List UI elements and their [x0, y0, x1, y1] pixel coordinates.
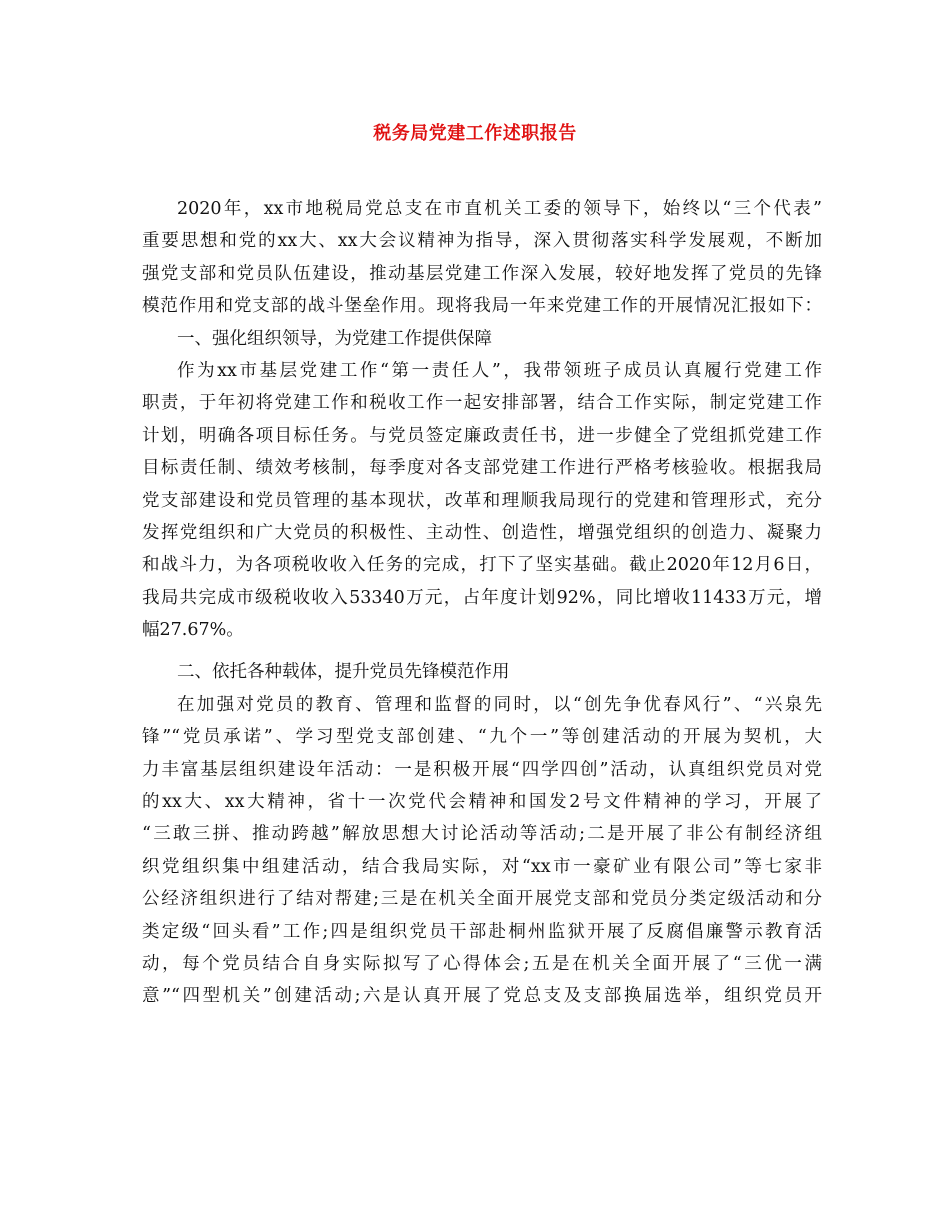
paragraph-line: 类定级“回头看”工作;四是组织党员干部赴桐州监狱开展了反腐倡廉警示教育活 — [142, 921, 822, 942]
paragraph-line: 目标责任制、绩效考核制，每季度对各支部党建工作进行严格考核验收。根据我局 — [142, 458, 822, 479]
paragraph-line: 和战斗力，为各项税收收入任务的完成，打下了坚实基础。截止2020年12月6日， — [142, 555, 822, 576]
paragraph-line: 在加强对党员的教育、管理和监督的同时，以“创先争优春风行”、“兴泉先 — [177, 694, 822, 715]
paragraph-line: 力丰富基层组织建设年活动：一是积极开展“四学四创”活动，认真组织党员对党 — [142, 759, 822, 780]
section-heading: 一、强化组织领导，为党建工作提供保障 — [177, 328, 492, 349]
paragraph-line: 动，每个党员结合自身实际拟写了心得体会;五是在机关全面开展了“三优一满 — [142, 953, 822, 974]
paragraph-line: 模范作用和党支部的战斗堡垒作用。现将我局一年来党建工作的开展情况汇报如下： — [142, 296, 822, 317]
paragraph-line: 的xx大、xx大精神，省十一次党代会精神和国发2号文件精神的学习，开展了 — [142, 792, 822, 813]
paragraph-line: 2020年，xx市地税局党总支在市直机关工委的领导下，始终以“三个代表” — [177, 199, 822, 219]
paragraph-gap — [142, 646, 822, 656]
paragraph-line: 发挥党组织和广大党员的积极性、主动性、创造性，增强党组织的创造力、凝聚力 — [142, 522, 822, 543]
paragraph-line: 党支部建设和党员管理的基本现状，改革和理顺我局现行的党建和管理形式，充分 — [142, 490, 822, 511]
paragraph-line: 职责，于年初将党建工作和税收工作一起安排部署，结合工作实际，制定党建工作 — [142, 393, 822, 414]
paragraph-line: 重要思想和党的xx大、xx大会议精神为指导，深入贯彻落实科学发展观，不断加 — [142, 231, 822, 252]
paragraph-line: 强党支部和党员队伍建设，推动基层党建工作深入发展，较好地发挥了党员的先锋 — [142, 263, 822, 284]
paragraph-line: 我局共完成市级税收收入53340万元，占年度计划92%，同比增收11433万元，增 — [142, 587, 822, 608]
paragraph-line: “三敢三拼、推动跨越”解放思想大讨论活动等活动;二是开展了非公有制经济组 — [142, 824, 822, 845]
paragraph-line: 意”“四型机关”创建活动;六是认真开展了党总支及支部换届选举，组织党员开 — [142, 986, 822, 1007]
section-heading: 二、依托各种载体，提升党员先锋模范作用 — [177, 662, 510, 683]
document-body — [142, 193, 822, 1013]
document-title: 税务局党建工作述职报告 — [373, 123, 577, 144]
paragraph-line: 计划，明确各项目标任务。与党员签定廉政责任书，进一步健全了党组抓党建工作 — [142, 425, 822, 446]
paragraph-line: 作为xx市基层党建工作“第一责任人”，我带领班子成员认真履行党建工作 — [177, 360, 822, 381]
paragraph-line: 公经济组织进行了结对帮建;三是在机关全面开展党支部和党员分类定级活动和分 — [142, 889, 822, 910]
paragraph-line: 织党组织集中组建活动，结合我局实际，对“xx市一豪矿业有限公司”等七家非 — [142, 856, 822, 877]
paragraph-line: 锋”“党员承诺”、学习型党支部创建、“九个一”等创建活动的开展为契机，大 — [142, 727, 822, 748]
paragraph-line: 幅27.67%。 — [142, 620, 244, 641]
